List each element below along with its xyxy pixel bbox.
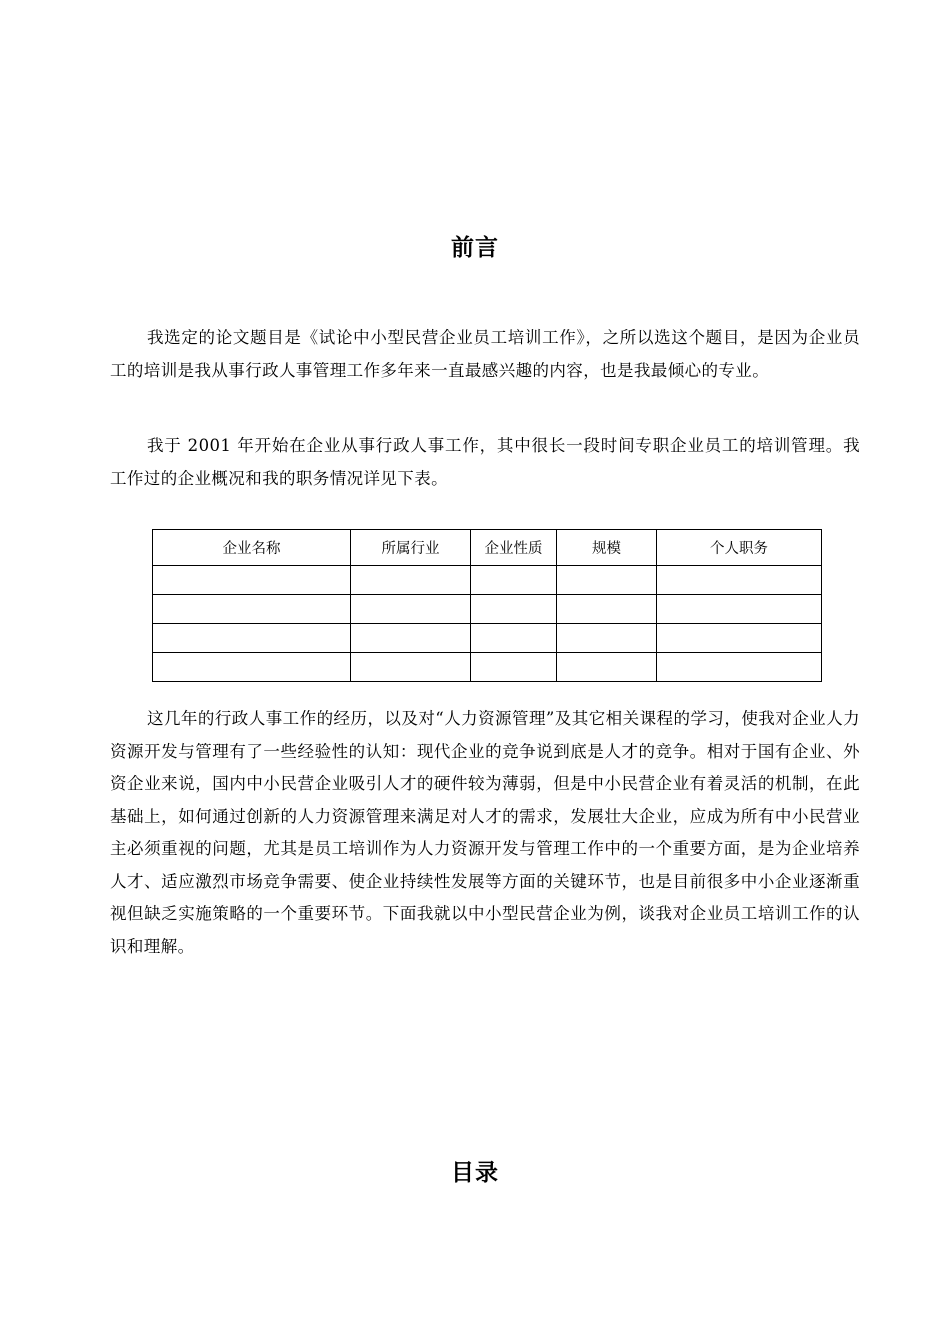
table-cell	[471, 653, 557, 682]
header-industry: 所属行业	[351, 530, 471, 566]
table-row	[153, 566, 822, 595]
table-cell	[351, 566, 471, 595]
table-cell	[657, 566, 822, 595]
table-header-row	[153, 530, 822, 566]
table-row	[153, 624, 822, 653]
table-cell	[557, 595, 657, 624]
table-cell	[657, 595, 822, 624]
header-position: 个人职务	[657, 530, 822, 566]
preface-paragraph-2: 我于 2001 年开始在企业从事行政人事工作，其中很长一段时间专职企业员工的培训管理。我工作过的企业概况和我的职务情况详见下表。	[110, 436, 860, 488]
table-cell	[471, 624, 557, 653]
header-company-type: 企业性质	[471, 530, 557, 566]
company-table	[152, 529, 821, 682]
table-cell	[351, 653, 471, 682]
table-row	[153, 595, 822, 624]
table-cell	[153, 624, 351, 653]
header-company-name: 企业名称	[153, 530, 351, 566]
table-cell	[153, 595, 351, 624]
table-cell	[557, 624, 657, 653]
table-cell	[557, 653, 657, 682]
table-cell	[657, 624, 822, 653]
table-cell	[153, 566, 351, 595]
preface-paragraph-3: 这几年的行政人事工作的经历，以及对“人力资源管理”及其它相关课程的学习，使我对企业人力资源开发与管理有了一些经验性的认知：现代企业的竞争说到底是人才的竞争。相对于国有企业、外资企业来说，国内中小民营企业吸引人才的硬件较为薄弱，但是中小民营企业有着灵活的机制，在此基础上，如何通过创新的人力资源管理来满足对人才的需求，发展壮大企业，应成为所有中小民营业主必须重视的问题，尤其是员工培训作为人力资源开发与管理工作中的一个重要方面，是为企业培养人才、适应激烈市场竞争需要、使企业持续性发展等方面的关键环节，也是目前很多中小企业逐渐重视但缺乏实施策略的一个重要环节。下面我就以中小型民营企业为例，谈我对企业员工培训工作的认识和理解。	[110, 709, 860, 956]
toc-title: 目录	[451, 1159, 499, 1186]
table-cell	[153, 653, 351, 682]
table-cell	[351, 595, 471, 624]
header-scale: 规模	[557, 530, 657, 566]
table-row	[153, 653, 822, 682]
table-cell	[471, 566, 557, 595]
preface-title: 前言	[451, 234, 499, 261]
preface-paragraph-1: 我选定的论文题目是《试论中小型民营企业员工培训工作》，之所以选这个题目，是因为企业员工的培训是我从事行政人事管理工作多年来一直最感兴趣的内容，也是我最倾心的专业。	[110, 328, 860, 380]
table-cell	[557, 566, 657, 595]
table-cell	[351, 624, 471, 653]
table-cell	[471, 595, 557, 624]
table-cell	[657, 653, 822, 682]
